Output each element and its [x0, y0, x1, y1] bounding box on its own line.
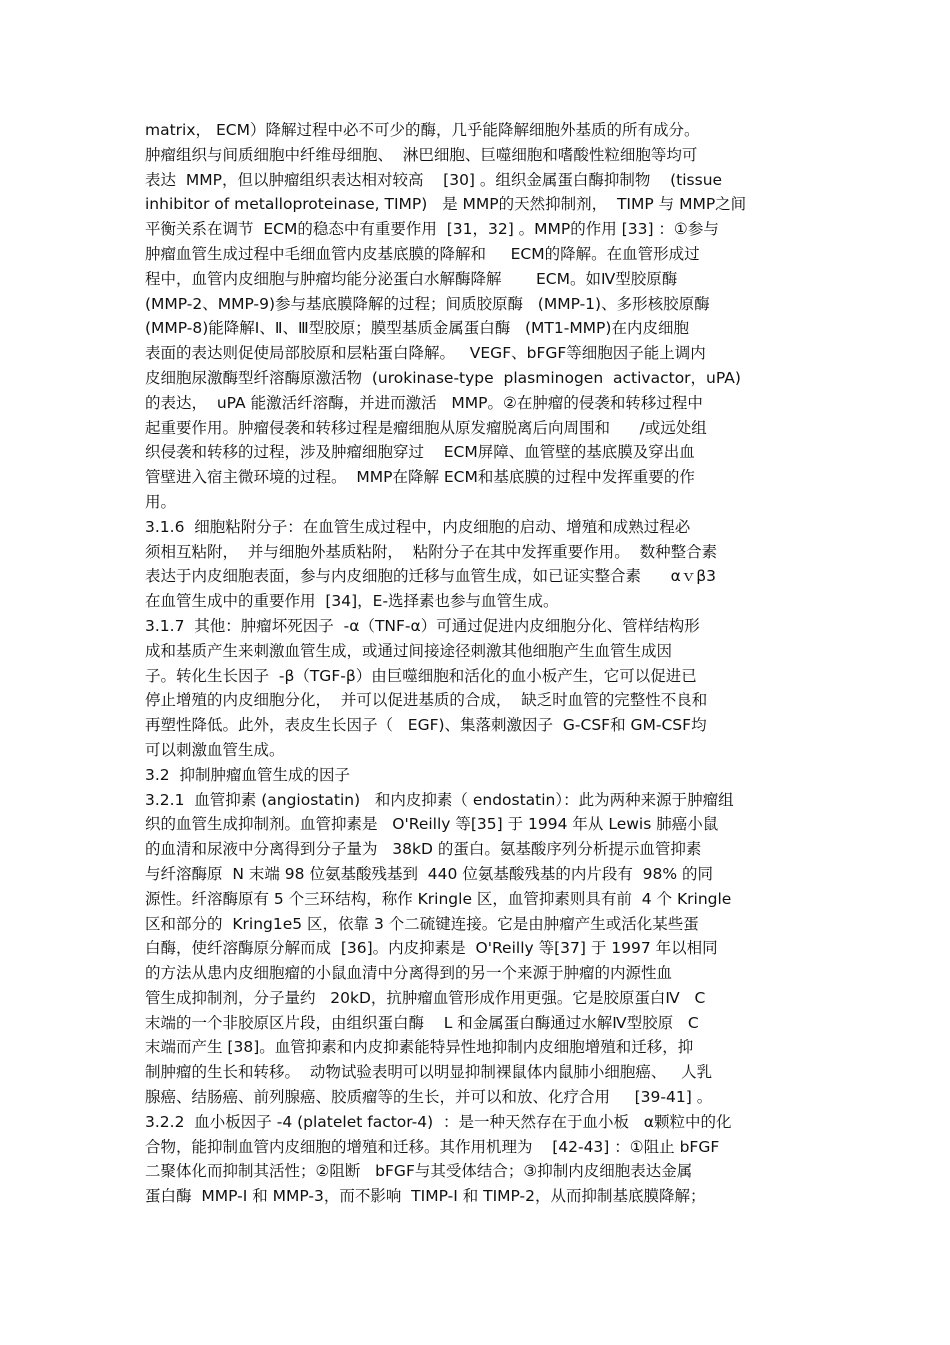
text-line: 蛋白酶 MMP-I 和 MMP-3，而不影响 TIMP-I 和 TIMP-2，从而抑制基底膜降解；: [145, 1187, 706, 1206]
text-line: 须相互粘附， 并与细胞外基质粘附， 粘附分子在其中发挥重要作用。 数种整合素: [145, 542, 718, 561]
text-line: 表达于内皮细胞表面，参与内皮细胞的迁移与血管生成，如已证实整合素 αｖβ3: [145, 567, 717, 586]
text-line: 3.2 抑制肿瘤血管生成的因子: [145, 765, 351, 784]
text-line: 源性。纤溶酶原有 5 个三环结构，称作 Kringle 区，血管抑素则具有前 4 个 Kringle: [145, 889, 732, 908]
text-line: 末端的一个非胶原区片段，由组织蛋白酶 L 和金属蛋白酶通过水解Ⅳ型胶原 C: [145, 1013, 699, 1032]
text-line: 合物，能抑制血管内皮细胞的增殖和迁移。其作用机理为 [42-43] ：①阻止 bFGF: [145, 1137, 720, 1156]
text-line: 成和基质产生来刺激血管生成，或通过间接途径刺激其他细胞产生血管生成因: [145, 641, 673, 660]
text-line: 起重要作用。肿瘤侵袭和转移过程是瘤细胞从原发瘤脱离后向周围和 /或远处组: [145, 418, 707, 437]
text-line: 平衡关系在调节 ECM的稳态中有重要作用 [31，32] 。MMP的作用 [33] ：①参与: [145, 220, 719, 239]
text-line: inhibitor of metalloproteinase, TIMP) 是 MMP的天然抑制剂， TIMP 与 MMP之间: [145, 195, 747, 214]
text-line: 白酶，使纤溶酶原分解而成 [36]。内皮抑素是 O'Reilly 等[37] 于 1997 年以相同: [145, 939, 718, 958]
text-line: 肿瘤血管生成过程中毛细血管内皮基底膜的降解和 ECM的降解。在血管形成过: [145, 244, 700, 263]
text-line: 管壁进入宿主微环境的过程。 MMP在降解 ECM和基底膜的过程中发挥重要的作: [145, 468, 695, 487]
text-line: 末端而产生 [38]。血管抑素和内皮抑素能特异性地抑制内皮细胞增殖和迁移，抑: [145, 1038, 694, 1057]
text-line: 织的血管生成抑制剂。血管抑素是 O'Reilly 等[35] 于 1994 年从 Lewis 肺癌小鼠: [145, 815, 719, 834]
text-line: 在血管生成中的重要作用 [34]，E-选择素也参与血管生成。: [145, 592, 559, 611]
text-line: 的血清和尿液中分离得到分子量为 38kD 的蛋白。氨基酸序列分析提示血管抑素: [145, 840, 702, 859]
text-line: 表达 MMP，但以肿瘤组织表达相对较高 [30] 。组织金属蛋白酶抑制物 (tissue: [145, 170, 723, 189]
text-line: matrix， ECM）降解过程中必不可少的酶，几乎能降解细胞外基质的所有成分。: [145, 121, 700, 139]
text-line: 制肿瘤的生长和转移。 动物试验表明可以明显抑制裸鼠体内鼠肺小细胞癌、 人乳: [145, 1063, 713, 1082]
text-line: 子。转化生长因子 -β（TGF-β）由巨噬细胞和活化的血小板产生，它可以促进已: [145, 666, 697, 685]
text-line: 可以刺激血管生成。: [145, 740, 285, 759]
text-line: 的表达， uPA 能激活纤溶酶，并进而激活 MMP。②在肿瘤的侵袭和转移过程中: [145, 393, 703, 412]
text-line: 程中，血管内皮细胞与肿瘤均能分泌蛋白水解酶降解 ECM。如Ⅳ型胶原酶: [145, 269, 678, 288]
text-line: 与纤溶酶原 N 末端 98 位氨基酸残基到 440 位氨基酸残基的内片段有 98% 的同: [145, 864, 714, 883]
text-line: 管生成抑制剂，分子量约 20kD，抗肿瘤血管形成作用更强。它是胶原蛋白Ⅳ C: [145, 988, 706, 1007]
text-line: 3.1.7 其他：肿瘤坏死因子 -α（TNF-α）可通过促进内皮细胞分化、管样结构形: [145, 616, 700, 635]
text-line: 表面的表达则促使局部胶原和层粘蛋白降解。 VEGF、bFGF等细胞因子能上调内: [145, 344, 706, 363]
body-text: [145, 118, 825, 1209]
text-line: 用。: [145, 492, 177, 511]
text-line: 区和部分的 Kring1e5 区，依靠 3 个二硫键连接。它是由肿瘤产生或活化某些蛋: [145, 914, 699, 933]
text-line: 二聚体化而抑制其活性；②阻断 bFGF与其受体结合；③抑制内皮细胞表达金属: [145, 1162, 693, 1181]
text-line: 再塑性降低。此外，表皮生长因子（ EGF)、集落刺激因子 G-CSF和 GM-CSF均: [145, 716, 707, 735]
text-line: 的方法从患内皮细胞瘤的小鼠血清中分离得到的另一个来源于肿瘤的内源性血: [145, 964, 673, 983]
text-line: 肿瘤组织与间质细胞中纤维母细胞、 淋巴细胞、巨噬细胞和嗜酸性粒细胞等均可: [145, 145, 698, 164]
text-line: 3.2.1 血管抑素 (angiostatin) 和内皮抑素（ endostatin）：此为两种来源于肿瘤组: [145, 790, 734, 809]
text-line: 3.2.2 血小板因子 -4 (platelet factor-4) ：是一种天然存在于血小板 α颗粒中的化: [145, 1112, 732, 1131]
text-line: 织侵袭和转移的过程，涉及肿瘤细胞穿过 ECM屏障、血管壁的基底膜及穿出血: [145, 443, 695, 462]
text-line: 腺癌、结肠癌、前列腺癌、胶质瘤等的生长，并可以和放、化疗合用 [39-41] 。: [145, 1088, 713, 1107]
text-line: 停止增殖的内皮细胞分化， 并可以促进基质的合成， 缺乏时血管的完整性不良和: [145, 691, 708, 710]
text-line: (MMP-2、MMP-9)参与基底膜降解的过程；间质胶原酶 (MMP-1)、多形核胶原酶: [145, 294, 710, 313]
text-line: (MMP-8)能降解Ⅰ、Ⅱ、Ⅲ型胶原；膜型基质金属蛋白酶 (MT1-MMP)在内皮细胞: [145, 319, 689, 338]
text-line: 3.1.6 细胞粘附分子：在血管生成过程中，内皮细胞的启动、增殖和成熟过程必: [145, 517, 691, 536]
text-line: 皮细胞尿激酶型纤溶酶原激活物 (urokinase-type plasminogen activactor，uPA): [145, 368, 741, 387]
